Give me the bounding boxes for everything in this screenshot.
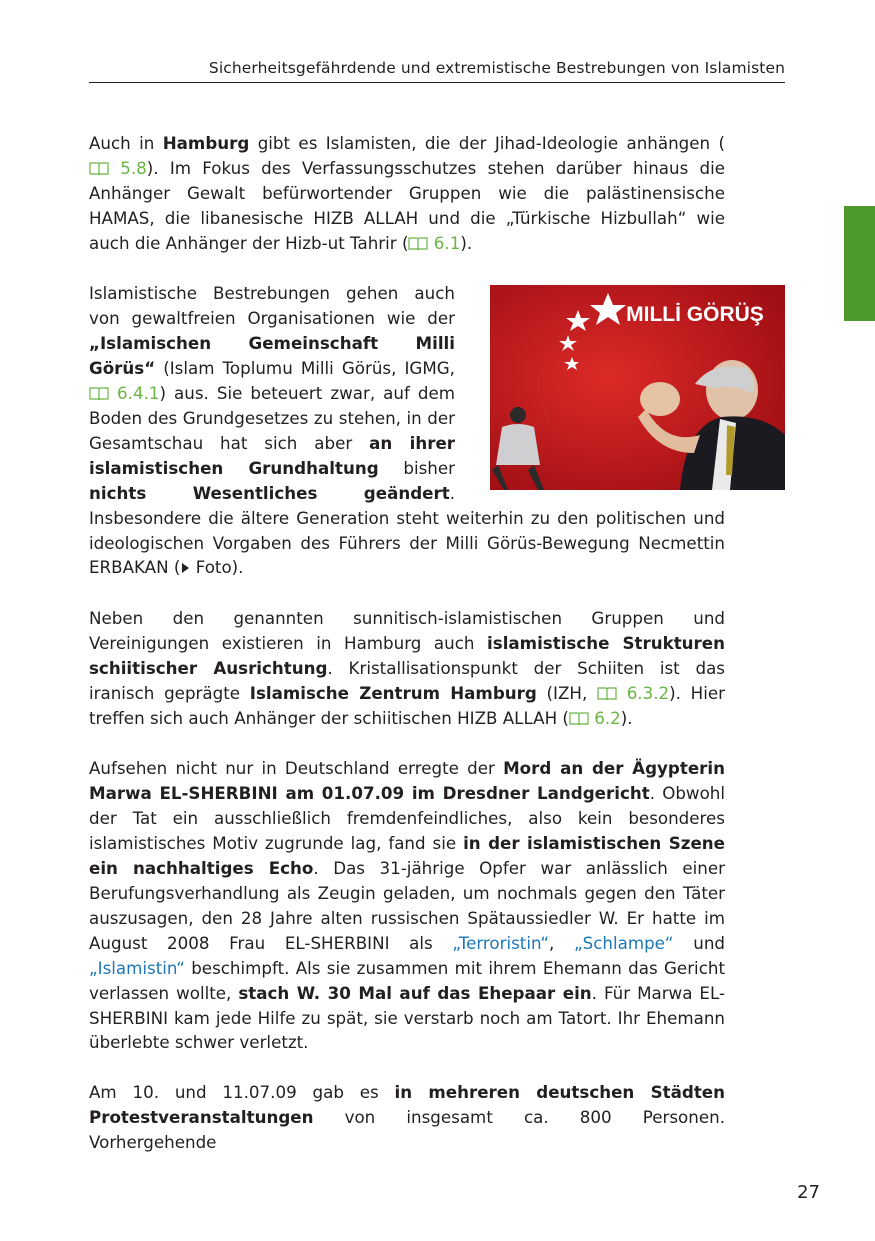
quote-terroristin: „Terroristin“: [452, 932, 549, 953]
cross-reference-link[interactable]: 6.2: [569, 708, 621, 728]
page-number: 27: [797, 1182, 820, 1203]
cross-reference-link[interactable]: 6.3.2: [597, 683, 669, 703]
book-icon: [597, 686, 617, 700]
cross-reference-link[interactable]: 5.8: [89, 158, 147, 178]
paragraph-el-sherbini: Aufsehen nicht nur in Deutschland erregte der Mord an der Ägypterin Marwa EL-SHERBINI am 01.07.09 im Dresdner Landgericht. Obwohl der Tat ein ausschließlich fremdenfeindliches, also kein besonderes islamistisches Motiv zugrunde lag, fand sie in der islamistischen Szene ein nachhaltiges Echo. Das 31-jährige Opfer war anlässlich einer Berufungsverhandlung als Zeugin geladen, um nochmals gegen den Täter auszusagen, den 28 Jahre alten russischen Spätaussiedler W. Er hatte im August 2008 Frau EL-SHERBINI als „Terroristin“, „Schlampe“ und „Islamistin“ beschimpft. Als sie zusammen mit ihrem Ehemann das Gericht verlassen wollte, stach W. 30 Mal auf das Ehepaar ein. Für Marwa EL-SHERBINI kam jede Hilfe zu spät, sie verstarb noch am Tatort. Ihr Ehemann überlebte schwer verletzt.: [89, 758, 725, 1053]
book-icon: [569, 711, 589, 725]
book-icon: [408, 236, 428, 250]
triangle-right-icon: [180, 562, 190, 574]
paragraph-hamburg-intro: Auch in Hamburg gibt es Islamisten, die der Jihad-Ideologie anhängen ( 5.8). Im Fokus des Verfassungsschutzes stehen darüber hinaus die Anhänger Gewalt befürwortender Gruppen wie die palästinensische HAMAS, die libanesische HIZB ALLAH und die „Türkische Hizbullah“ wie auch die Anhänger der Hizb-ut Tahrir ( 6.1).: [89, 133, 725, 253]
paragraph-protests: Am 10. und 11.07.09 gab es in mehreren deutschen Städten Protestveranstaltungen von insgesamt ca. 800 Personen. Vorhergehende: [89, 1082, 726, 1152]
book-icon: [89, 161, 109, 175]
paragraph-milli-goerues: Islamistische Bestrebungen gehen auch von gewaltfreien Organisationen wie der „Islamischen Gemeinschaft Milli Görüs“ (Islam Toplumu Milli Görüs, IGMG, 6.4.1) aus. Sie beteuert zwar, auf dem Boden des Grundgesetzes zu stehen, in der Gesamtschau hat sich aber an ihrer islamistischen Grundhaltung bisher nichts Wesentliches geändert. Insbesondere die ältere Generation steht weiterhin zu den politischen und ideologischen Vorgaben des Führers der Milli Görüs-Bewegung Necmettin ERBAKAN ( Foto).: [89, 283, 725, 578]
paragraph-schiiten: Neben den genannten sunnitisch-islamistischen Gruppen und Vereinigungen existieren in Hamburg auch islamistische Strukturen schiitischer Ausrichtung. Kristallisationspunkt der Schiiten ist das iranisch geprägte Islamische Zentrum Hamburg (IZH, 6.3.2). Hier treffen sich auch Anhänger der schiitischen HIZB ALLAH ( 6.2).: [89, 608, 725, 728]
quote-islamistin: „Islamistin“: [89, 957, 185, 978]
running-header-title: Sicherheitsgefährdende und extremistische Bestrebungen von Islamisten: [208, 59, 785, 77]
book-icon: [89, 386, 109, 400]
quote-schlampe: „Schlampe“: [573, 932, 674, 953]
photo-float-spacer: [465, 281, 725, 481]
chapter-tab: [844, 206, 875, 321]
cross-reference-link[interactable]: 6.4.1: [89, 383, 160, 403]
photo-banner-text: MILLİ GÖRÜŞ: [626, 303, 764, 326]
running-header: [89, 58, 785, 83]
cross-reference-link[interactable]: 6.1: [408, 233, 460, 253]
photo-reference-link[interactable]: Foto: [180, 557, 231, 577]
